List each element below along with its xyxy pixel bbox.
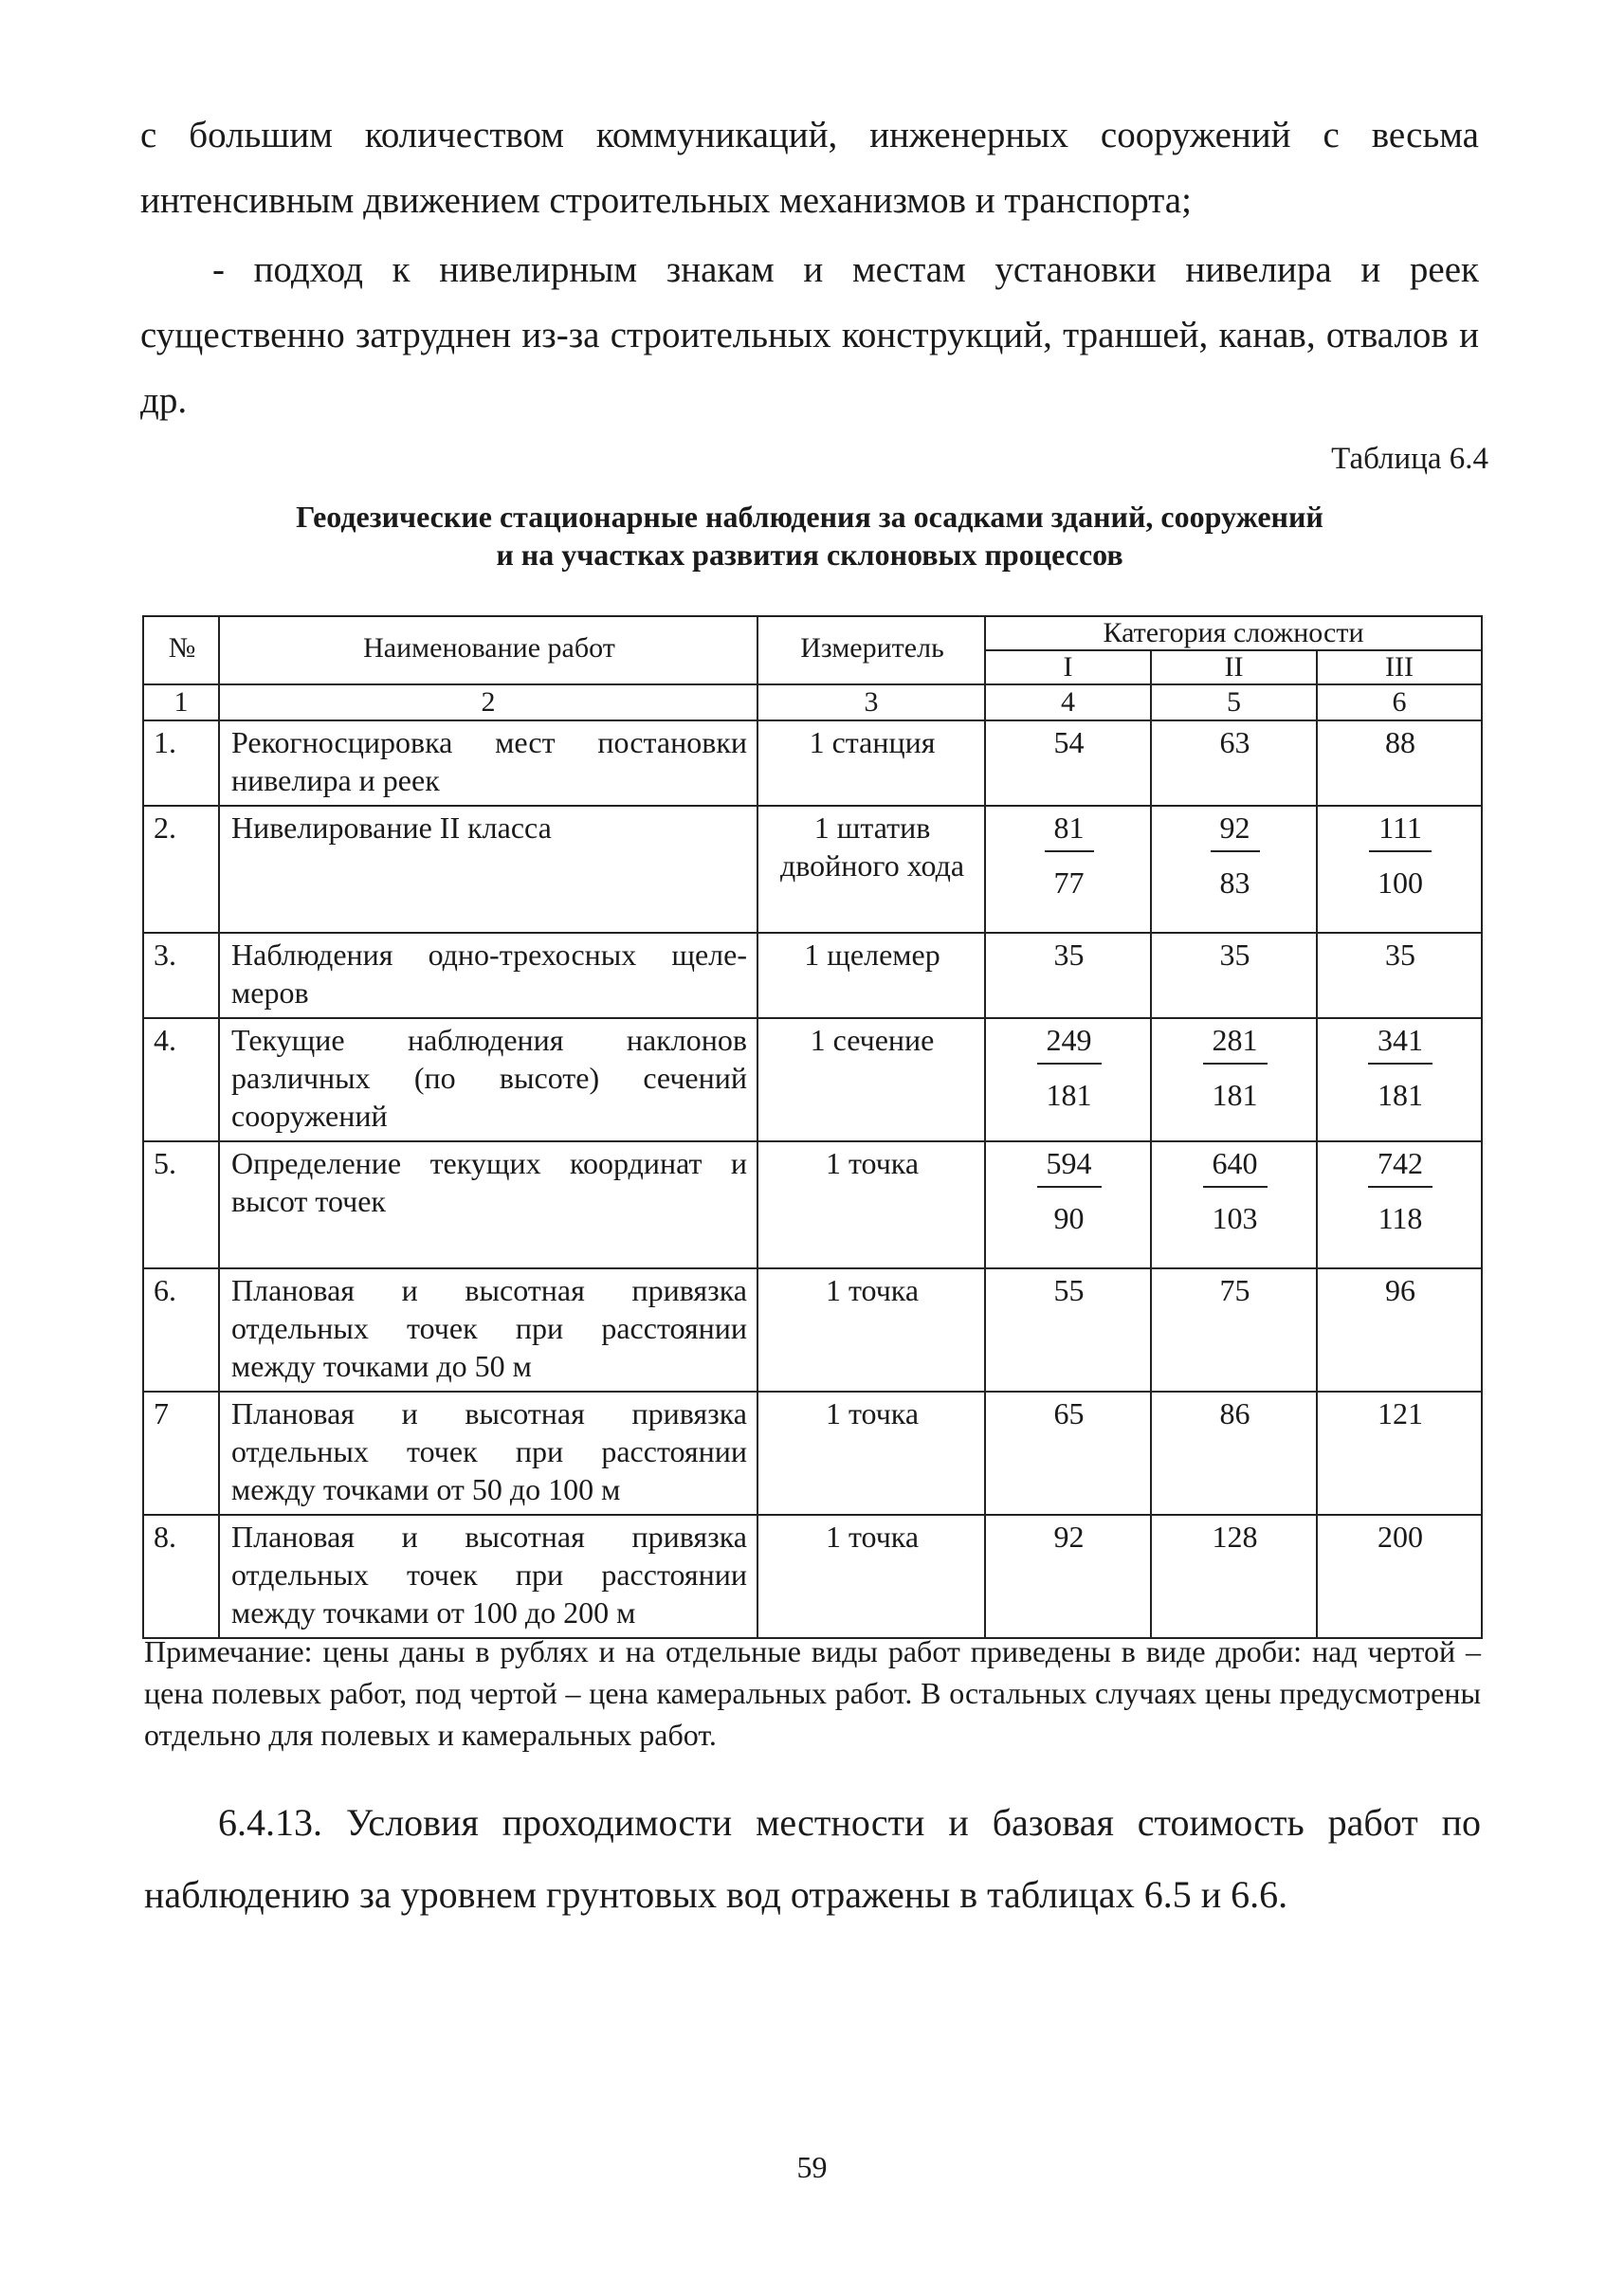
office-price: 83 xyxy=(1219,865,1250,900)
works-table xyxy=(142,615,1483,1639)
work-name: Плановая и высотная привязка отдельных точек при расстоянии между точками от 50 до 100 м xyxy=(219,1392,757,1515)
table-note: Примечание: цены даны в рублях и на отдельные виды работ приведены в виде дроби: над чертой – цена полевых работ, под чертой – цена камеральных работ. В остальных случаях цены предусмотрены отдельно для полевых и камеральных работ. xyxy=(144,1634,1481,1752)
price-category-1: 35 xyxy=(985,933,1151,1018)
intro-paragraph-1: с большим количеством коммуникаций, инженерных сооружений с весьма интенсивным движением строительных механизмов и транспорта; xyxy=(140,115,1479,221)
section-paragraph: 6.4.13. Условия проходимости местности и базовая стоимость работ по наблюдению за уровнем грунтовых вод отражены в таблицах 6.5 и 6.6. xyxy=(144,1801,1481,1916)
price-category-2: 86 xyxy=(1151,1392,1317,1515)
work-name: Плановая и высотная привязка отдельных точек при расстоянии между точками от 100 до 200 м xyxy=(219,1515,757,1638)
row-number: 2. xyxy=(143,806,219,933)
price-category-2 xyxy=(1151,1018,1317,1141)
header-name: Наименование работ xyxy=(219,616,757,684)
price-fraction xyxy=(1211,809,1260,902)
price-category-1: 65 xyxy=(985,1392,1151,1515)
work-unit: 1 станция xyxy=(757,720,985,806)
row-number: 1. xyxy=(143,720,219,806)
row-number: 4. xyxy=(143,1018,219,1141)
work-name: Плановая и высотная привязка отдельных точек при расстоянии между точками до 50 м xyxy=(219,1268,757,1392)
work-unit: 1 точка xyxy=(757,1515,985,1638)
work-unit: 1 точка xyxy=(757,1141,985,1268)
office-price: 118 xyxy=(1378,1201,1423,1235)
table-row xyxy=(143,1141,1482,1268)
header-number: № xyxy=(143,616,219,684)
column-number: 6 xyxy=(1317,684,1482,720)
price-category-3 xyxy=(1317,1018,1482,1141)
work-unit: 1 точка xyxy=(757,1392,985,1515)
table-row xyxy=(143,1268,1482,1392)
work-unit: 1 точка xyxy=(757,1268,985,1392)
field-price: 111 xyxy=(1369,809,1432,852)
row-number: 8. xyxy=(143,1515,219,1638)
row-number: 3. xyxy=(143,933,219,1018)
office-price: 181 xyxy=(1046,1078,1092,1112)
work-name: Нивелирование II класса xyxy=(219,806,757,933)
work-unit: 1 сечение xyxy=(757,1018,985,1141)
price-fraction xyxy=(1368,1021,1432,1114)
column-number: 2 xyxy=(219,684,757,720)
price-fraction xyxy=(1037,1021,1102,1114)
table-caption xyxy=(140,498,1479,574)
work-name: Текущие наблюдения наклонов различных (по высоте) сечений сооружений xyxy=(219,1018,757,1141)
table-caption-line-1: Геодезические стационарные наблюдения за осадками зданий, сооружений xyxy=(296,500,1323,534)
price-category-3: 200 xyxy=(1317,1515,1482,1638)
price-category-2 xyxy=(1151,806,1317,933)
work-unit: 1 штатив двойного хода xyxy=(757,806,985,933)
office-price: 181 xyxy=(1378,1078,1423,1112)
column-number: 1 xyxy=(143,684,219,720)
field-price: 92 xyxy=(1211,809,1260,852)
column-number: 3 xyxy=(757,684,985,720)
work-name: Рекогносцировка мест постановки нивелира и реек xyxy=(219,720,757,806)
field-price: 742 xyxy=(1368,1144,1432,1188)
table-row xyxy=(143,806,1482,933)
table-caption-line-2: и на участках развития склоновых процессов xyxy=(496,537,1123,572)
price-fraction xyxy=(1203,1021,1268,1114)
column-number: 4 xyxy=(985,684,1151,720)
field-price: 249 xyxy=(1037,1021,1102,1065)
table-row xyxy=(143,1392,1482,1515)
table-label: Таблица 6.4 xyxy=(1331,442,1488,476)
header-unit: Измеритель xyxy=(757,616,985,684)
price-category-1: 92 xyxy=(985,1515,1151,1638)
column-number: 5 xyxy=(1151,684,1317,720)
column-number-row xyxy=(143,684,1482,720)
price-category-1 xyxy=(985,1141,1151,1268)
field-price: 281 xyxy=(1203,1021,1268,1065)
page-number: 59 xyxy=(796,2150,828,2184)
price-category-1: 55 xyxy=(985,1268,1151,1392)
price-category-1 xyxy=(985,1018,1151,1141)
table-row xyxy=(143,1018,1482,1141)
office-price: 90 xyxy=(1053,1201,1085,1235)
header-category-3: III xyxy=(1317,650,1482,684)
price-category-2: 75 xyxy=(1151,1268,1317,1392)
price-fraction xyxy=(1037,1144,1102,1237)
price-fraction xyxy=(1368,1144,1432,1237)
price-category-2: 35 xyxy=(1151,933,1317,1018)
intro-paragraph-2: - подход к нивелирным знакам и местам установки нивелира и реек существенно затруднен из-за строительных конструкций, траншей, канав, отвалов и др. xyxy=(140,249,1479,421)
office-price: 100 xyxy=(1378,865,1423,900)
price-fraction xyxy=(1045,809,1094,902)
price-category-3 xyxy=(1317,806,1482,933)
office-price: 103 xyxy=(1212,1201,1258,1235)
price-category-3 xyxy=(1317,1141,1482,1268)
row-number: 6. xyxy=(143,1268,219,1392)
field-price: 640 xyxy=(1203,1144,1268,1188)
price-fraction xyxy=(1369,809,1432,902)
field-price: 341 xyxy=(1368,1021,1432,1065)
price-category-1 xyxy=(985,806,1151,933)
field-price: 594 xyxy=(1037,1144,1102,1188)
price-category-3: 35 xyxy=(1317,933,1482,1018)
office-price: 77 xyxy=(1053,865,1085,900)
price-fraction xyxy=(1203,1144,1268,1237)
price-category-3: 121 xyxy=(1317,1392,1482,1515)
price-category-2 xyxy=(1151,1141,1317,1268)
field-price: 81 xyxy=(1045,809,1094,852)
price-category-3: 96 xyxy=(1317,1268,1482,1392)
work-name: Наблюдения одно-трехосных щеле-меров xyxy=(219,933,757,1018)
table-row xyxy=(143,1515,1482,1638)
price-category-1: 54 xyxy=(985,720,1151,806)
office-price: 181 xyxy=(1212,1078,1258,1112)
header-category: Категория сложности xyxy=(985,616,1482,650)
row-number: 5. xyxy=(143,1141,219,1268)
price-category-3: 88 xyxy=(1317,720,1482,806)
price-category-2: 63 xyxy=(1151,720,1317,806)
header-category-1: I xyxy=(985,650,1151,684)
work-name: Определение текущих координат и высот точек xyxy=(219,1141,757,1268)
price-category-2: 128 xyxy=(1151,1515,1317,1638)
work-unit: 1 щелемер xyxy=(757,933,985,1018)
header-category-2: II xyxy=(1151,650,1317,684)
table-row xyxy=(143,720,1482,806)
table-row xyxy=(143,933,1482,1018)
row-number: 7 xyxy=(143,1392,219,1515)
